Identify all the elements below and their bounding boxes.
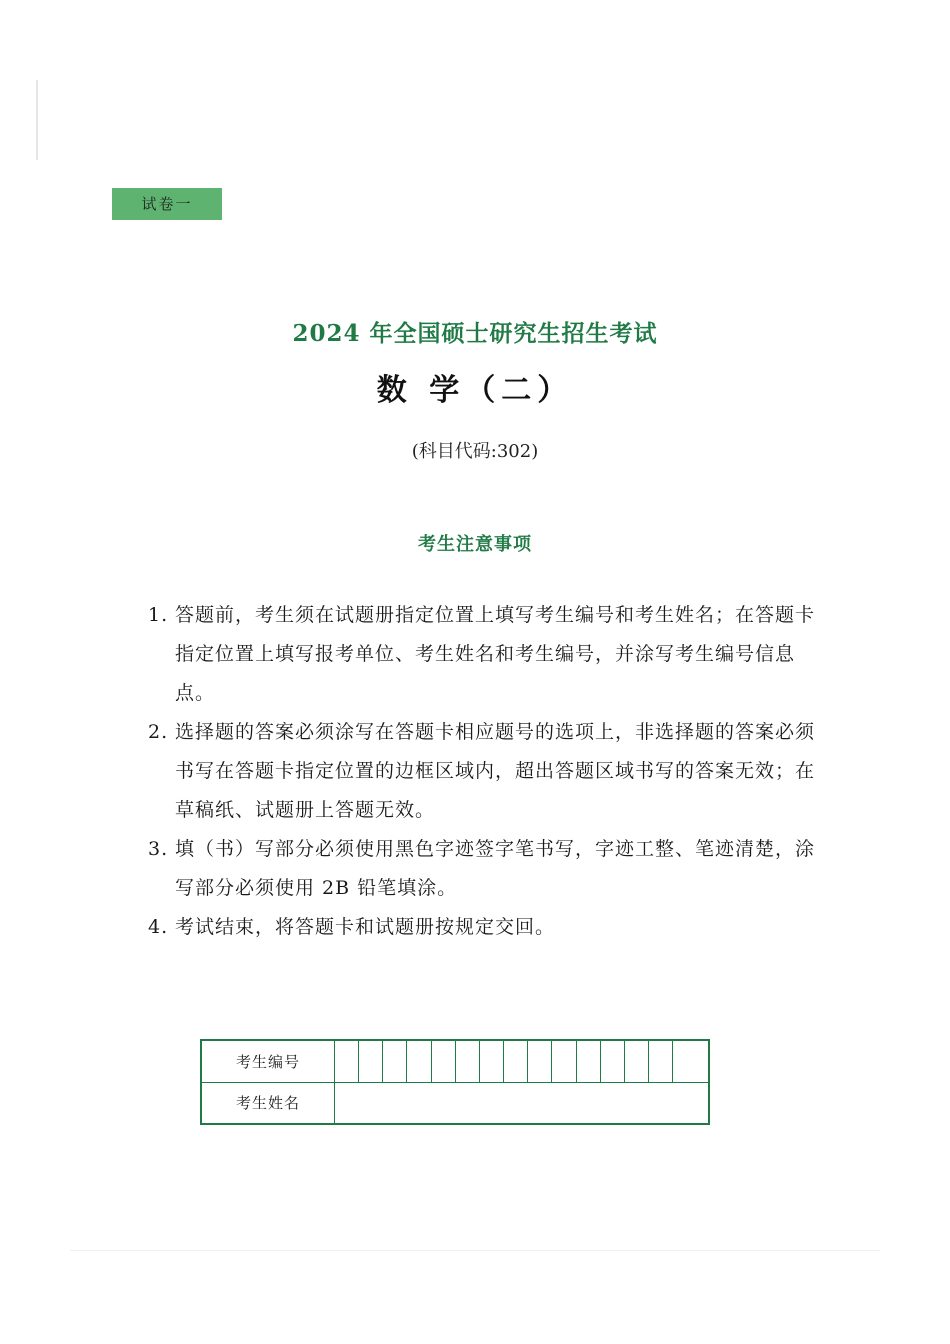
notice-item-number: 1. [148, 604, 169, 626]
notice-list [148, 596, 818, 947]
notice-item [148, 596, 818, 713]
candidate-number-box[interactable] [673, 1040, 709, 1082]
candidate-number-box[interactable] [335, 1040, 359, 1082]
subject-title: 数 学（二） [376, 373, 574, 408]
candidate-name-label: 考生姓名 [201, 1082, 335, 1124]
notice-item-number: 3. [148, 838, 169, 860]
notice-item-text: 答题前，考生须在试题册指定位置上填写考生编号和考生姓名；在答题卡指定位置上填写报考单位、考生姓名和考生编号，并涂写考生编号信息点。 [175, 604, 816, 704]
candidate-number-box[interactable] [431, 1040, 455, 1082]
notice-item-number: 2. [148, 721, 169, 743]
candidate-number-box[interactable] [383, 1040, 407, 1082]
candidate-number-box[interactable] [455, 1040, 479, 1082]
candidate-number-box[interactable] [528, 1040, 552, 1082]
notice-item [148, 830, 818, 908]
paper-label-badge: 试卷一 [112, 188, 222, 220]
notice-item [148, 713, 818, 830]
notice-item [148, 908, 818, 947]
exam-title: 2024 年全国硕士研究生招生考试 [292, 320, 658, 347]
candidate-number-box[interactable] [600, 1040, 624, 1082]
candidate-number-label: 考生编号 [201, 1040, 335, 1082]
subject-code: (科目代码:302) [411, 441, 539, 462]
candidate-number-box[interactable] [407, 1040, 431, 1082]
candidate-name-row [201, 1082, 709, 1124]
candidate-number-box[interactable] [624, 1040, 648, 1082]
scan-edge-mark [36, 80, 38, 160]
notice-title: 考生注意事项 [418, 534, 532, 555]
candidate-number-row [201, 1040, 709, 1082]
candidate-number-box[interactable] [504, 1040, 528, 1082]
notice-item-number: 4. [148, 916, 169, 938]
notice-item-text: 考试结束，将答题卡和试题册按规定交回。 [175, 916, 556, 938]
candidate-info-table [200, 1039, 710, 1125]
candidate-name-field[interactable] [335, 1082, 710, 1124]
candidate-number-box[interactable] [359, 1040, 383, 1082]
candidate-number-box[interactable] [552, 1040, 576, 1082]
notice-item-text: 选择题的答案必须涂写在答题卡相应题号的选项上，非选择题的答案必须书写在答题卡指定位置的边框区域内，超出答题区域书写的答案无效；在草稿纸、试题册上答题无效。 [175, 721, 816, 821]
candidate-number-box[interactable] [649, 1040, 673, 1082]
candidate-number-box[interactable] [479, 1040, 503, 1082]
candidate-number-box[interactable] [576, 1040, 600, 1082]
notice-item-text: 填（书）写部分必须使用黑色字迹签字笔书写，字迹工整、笔迹清楚，涂写部分必须使用 2B 铅笔填涂。 [175, 838, 816, 899]
scan-bottom-edge [70, 1250, 880, 1251]
